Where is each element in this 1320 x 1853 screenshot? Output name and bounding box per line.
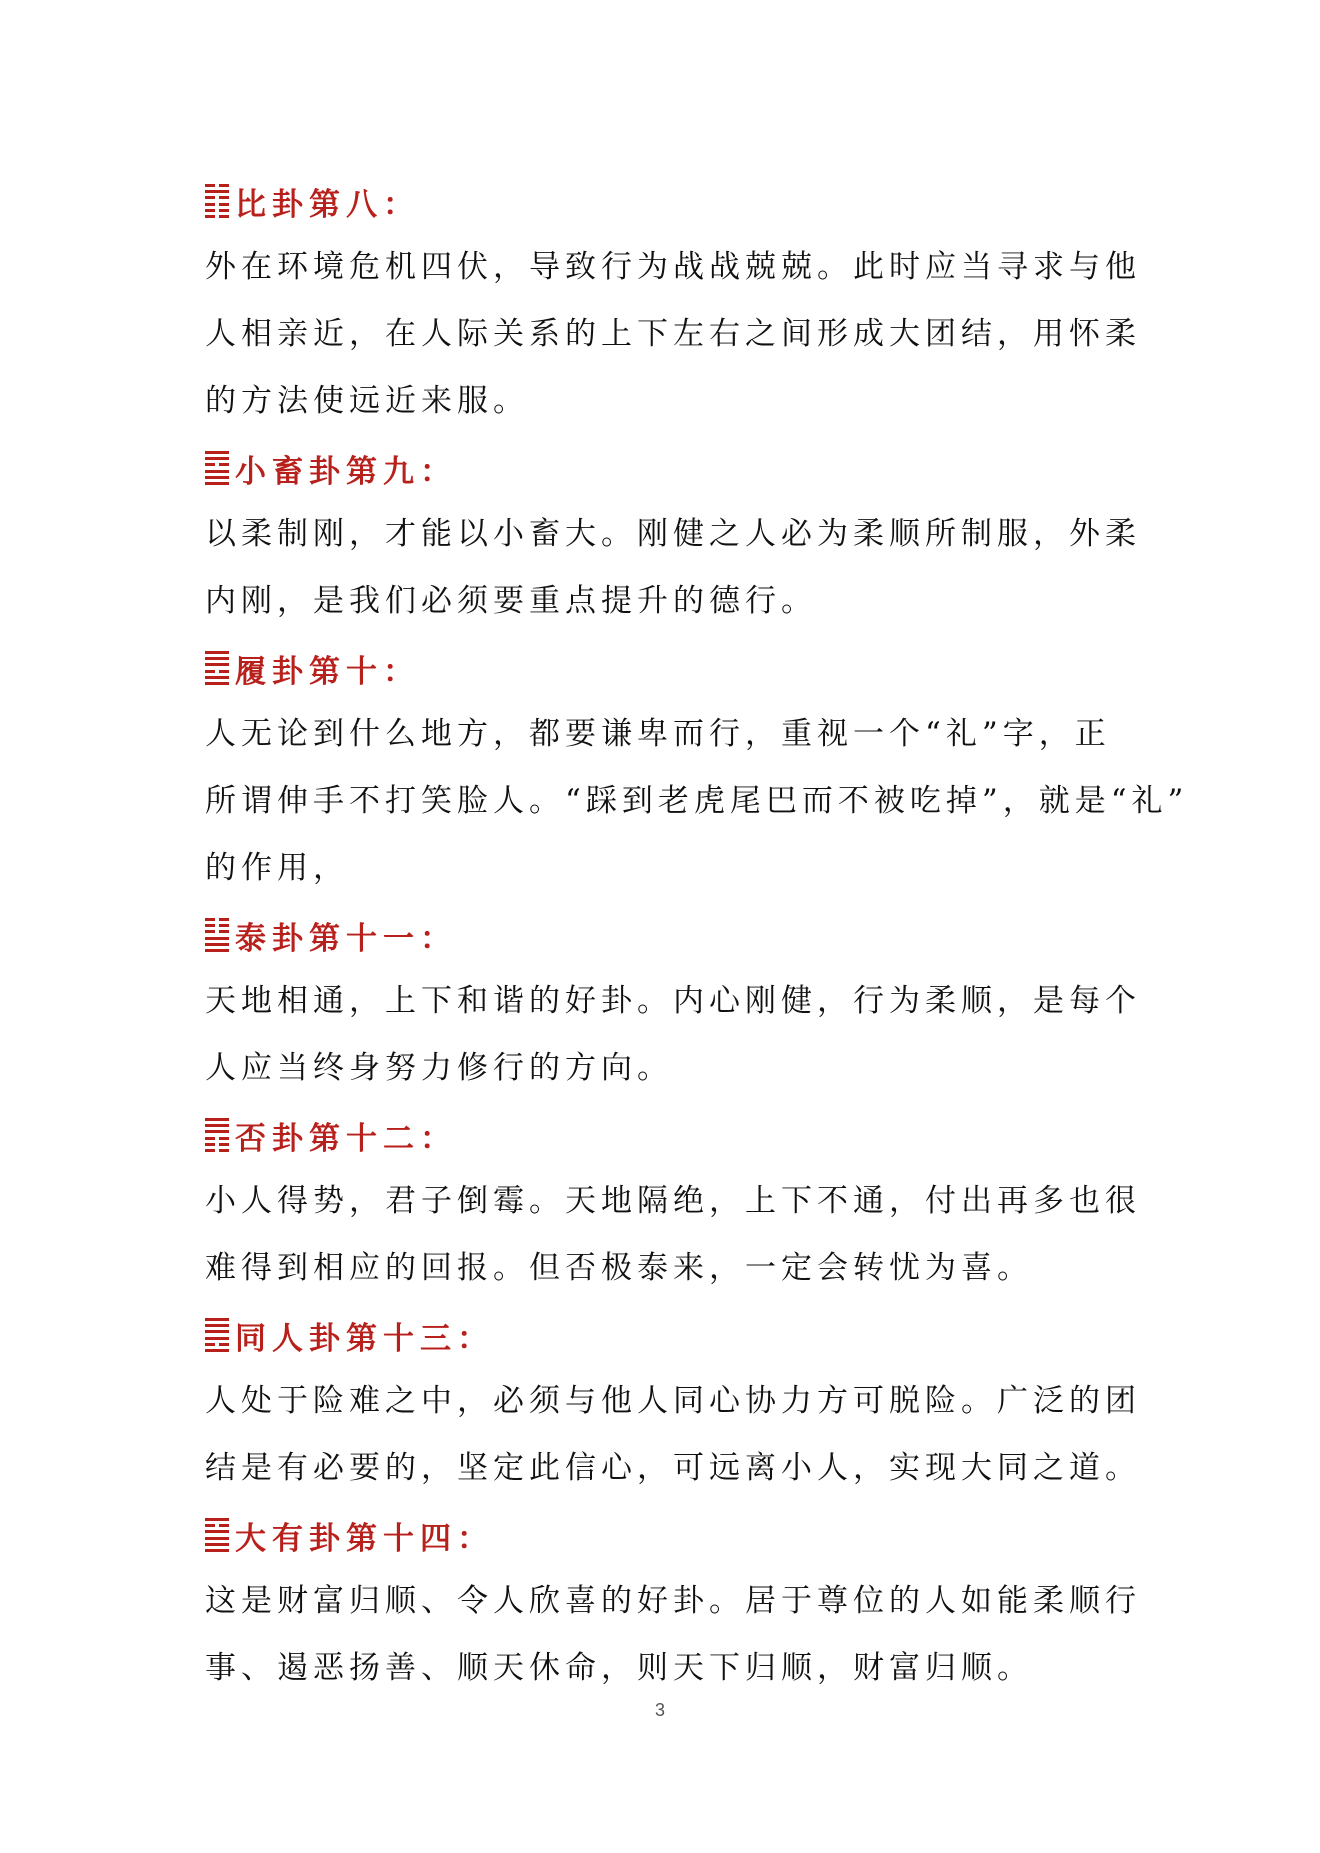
hexagram-icon bbox=[205, 918, 229, 952]
content-area bbox=[205, 168, 1189, 1702]
hexagram-icon bbox=[205, 184, 229, 218]
body-text-line: 难得到相应的回报。但否极泰来，一定会转忧为喜。 bbox=[205, 1250, 1033, 1286]
gua-section bbox=[205, 635, 1189, 902]
section-heading bbox=[205, 1302, 1165, 1368]
section-title: 泰卦第十一： bbox=[235, 920, 457, 957]
gua-section bbox=[205, 1102, 1165, 1302]
section-heading bbox=[205, 1102, 1165, 1168]
body-text-line: 事、遏恶扬善、顺天休命，则天下归顺，财富归顺。 bbox=[205, 1650, 1033, 1686]
section-title: 小畜卦第九： bbox=[235, 453, 457, 490]
gua-section bbox=[205, 435, 1165, 635]
body-text-line: 人应当终身努力修行的方向。 bbox=[205, 1050, 673, 1086]
gua-section bbox=[205, 168, 1165, 435]
section-heading bbox=[205, 1502, 1165, 1568]
section-title: 同人卦第十三： bbox=[235, 1320, 494, 1357]
body-text-line: 人处于险难之中，必须与他人同心协力方可脱险。广泛的团 bbox=[205, 1383, 1141, 1419]
hexagram-icon bbox=[205, 1118, 229, 1152]
body-text-line: 结是有必要的，坚定此信心，可远离小人，实现大同之道。 bbox=[205, 1450, 1141, 1486]
gua-section bbox=[205, 1502, 1165, 1702]
body-text-line: 天地相通，上下和谐的好卦。内心刚健，行为柔顺，是每个 bbox=[205, 983, 1141, 1019]
hexagram-icon bbox=[205, 1518, 229, 1552]
section-title: 比卦第八： bbox=[235, 186, 420, 223]
body-text-line: 所谓伸手不打笑脸人。“踩到老虎尾巴而不被吃掉”，就是“礼” bbox=[205, 783, 1189, 819]
hexagram-icon bbox=[205, 451, 229, 485]
section-heading bbox=[205, 435, 1165, 501]
hexagram-icon bbox=[205, 651, 229, 685]
gua-section bbox=[205, 902, 1165, 1102]
section-title: 履卦第十： bbox=[235, 653, 420, 690]
body-text-line: 小人得势，君子倒霉。天地隔绝，上下不通，付出再多也很 bbox=[205, 1183, 1141, 1219]
body-text-line: 这是财富归顺、令人欣喜的好卦。居于尊位的人如能柔顺行 bbox=[205, 1583, 1141, 1619]
body-text-line: 内刚，是我们必须要重点提升的德行。 bbox=[205, 583, 817, 619]
gua-section bbox=[205, 1302, 1165, 1502]
section-title: 否卦第十二： bbox=[235, 1120, 457, 1157]
body-text-line: 外在环境危机四伏，导致行为战战兢兢。此时应当寻求与他 bbox=[205, 249, 1141, 285]
body-text-line: 人相亲近，在人际关系的上下左右之间形成大团结，用怀柔 bbox=[205, 316, 1141, 352]
page-number: 3 bbox=[654, 1700, 665, 1720]
hexagram-icon bbox=[205, 1318, 229, 1352]
body-text-line: 以柔制刚，才能以小畜大。刚健之人必为柔顺所制服，外柔 bbox=[205, 516, 1141, 552]
body-text-line: 的方法使远近来服。 bbox=[205, 383, 529, 419]
body-text-line: 人无论到什么地方，都要谦卑而行，重视一个“礼”字，正 bbox=[205, 716, 1111, 752]
section-heading bbox=[205, 168, 1165, 234]
section-heading bbox=[205, 635, 1165, 701]
section-title: 大有卦第十四： bbox=[235, 1520, 494, 1557]
body-text-line: 的作用， bbox=[205, 850, 349, 886]
section-heading bbox=[205, 902, 1165, 968]
